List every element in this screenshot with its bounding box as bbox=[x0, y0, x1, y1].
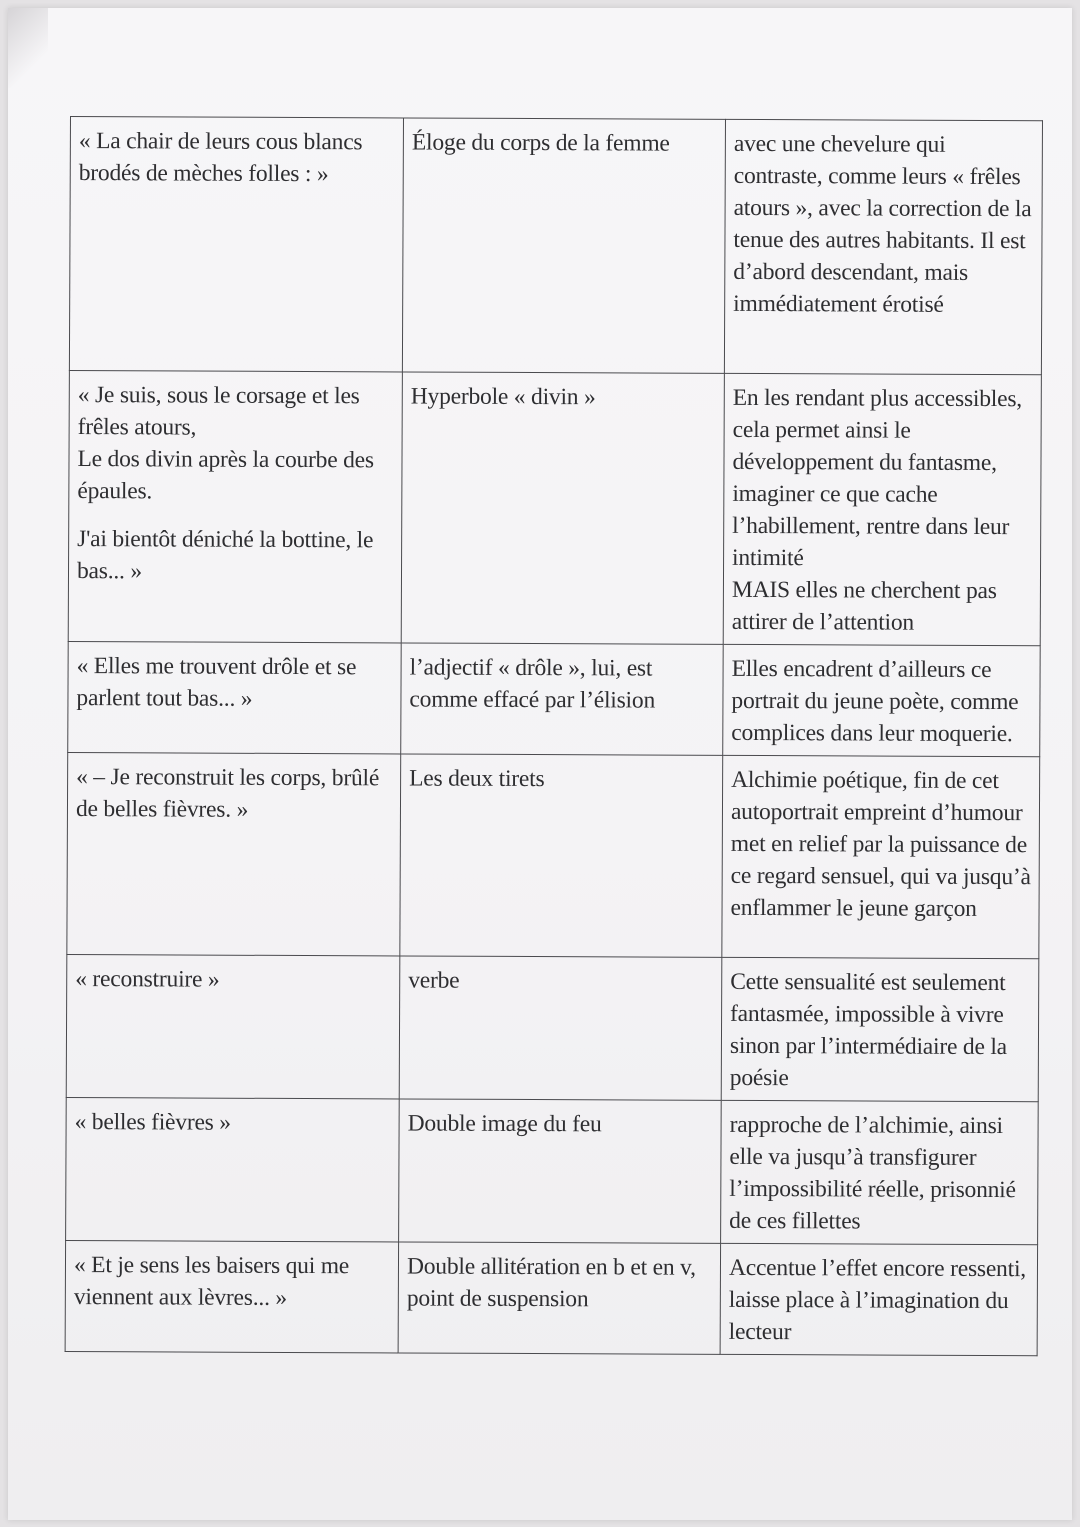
quote-cell bbox=[65, 1240, 398, 1352]
effect-text: avec une chevelure qui contraste, comme leurs « frêles atours », avec la correction de la tenue des autres habitants. Il est d’abord descendant, mais immédiatement érotisé bbox=[733, 130, 1032, 318]
device-cell bbox=[398, 1242, 720, 1354]
quote-text: « La chair de leurs cous blancs brodés de mèches folles : » bbox=[78, 128, 363, 188]
device-text: l’adjectif « drôle », lui, est comme effacé par l’élision bbox=[409, 654, 656, 714]
device-cell bbox=[399, 956, 722, 1100]
table-row bbox=[66, 1097, 1039, 1244]
device-cell bbox=[402, 118, 725, 373]
quote-text: « Elles me trouvent drôle et se parlent tout bas... » bbox=[76, 653, 357, 712]
table-row bbox=[68, 370, 1041, 645]
table-row bbox=[69, 117, 1042, 375]
table-row bbox=[66, 954, 1039, 1101]
device-text: Double image du feu bbox=[407, 1110, 602, 1138]
effect-cell bbox=[723, 373, 1041, 645]
quote-text: « belles fièvres » bbox=[74, 1109, 231, 1136]
table-row bbox=[68, 641, 1040, 756]
effect-text: Elles encadrent d’ailleurs ce portrait du jeune poète, comme complices dans leur moquerie. bbox=[731, 655, 1019, 748]
effect-cell bbox=[723, 644, 1040, 756]
effect-text: Alchimie poétique, fin de cet autoportrait empreint d’humour met en relief par la puissance de ce regard sensuel, qui va jusqu’à enflammer le jeune garçon bbox=[730, 766, 1031, 922]
table-row bbox=[65, 1240, 1037, 1355]
device-text: Hyperbole « divin » bbox=[410, 383, 596, 411]
device-text: verbe bbox=[408, 967, 460, 994]
quote-cell bbox=[69, 117, 403, 372]
effect-cell bbox=[724, 119, 1042, 374]
device-text: Éloge du corps de la femme bbox=[411, 129, 670, 157]
effect-text: Accentue l’effet encore ressenti, laisse place à l’imagination du lecteur bbox=[728, 1254, 1027, 1346]
device-cell bbox=[401, 372, 724, 644]
effect-text: rapproche de l’alchimie, ainsi elle va jusqu’à transfigurer l’impossibilité réelle, prisonnié de ces fillettes bbox=[729, 1111, 1016, 1235]
quote-text-continued: J'ai bientôt déniché la bottine, le bas... » bbox=[76, 526, 374, 585]
page-corner-shadow bbox=[8, 8, 48, 88]
device-cell bbox=[401, 643, 723, 755]
paragraph-gap bbox=[77, 507, 395, 524]
table-row bbox=[67, 752, 1040, 958]
device-text: Double allitération en b et en v, point de suspension bbox=[406, 1253, 696, 1313]
effect-cell bbox=[721, 1100, 1039, 1244]
effect-cell bbox=[722, 755, 1040, 958]
analysis-table bbox=[65, 116, 1043, 1356]
paper-sheet bbox=[8, 8, 1072, 1520]
quote-cell bbox=[66, 1097, 400, 1241]
effect-cell bbox=[721, 957, 1039, 1101]
effect-text: Cette sensualité est seulement fantasmée, impossible à vivre sinon par l’intermédiaire de la poésie bbox=[729, 968, 1008, 1092]
quote-cell bbox=[68, 641, 401, 753]
quote-text: « reconstruire » bbox=[75, 966, 220, 993]
quote-cell bbox=[68, 370, 402, 642]
effect-text: En les rendant plus accessibles, cela permet ainsi le développement du fantasme, imaginer ce que cache l’habillement, rentre dans leur intimité MAIS elles ne cherchent pas attirer de l’attention bbox=[731, 384, 1023, 636]
quote-text: « – Je reconstruit les corps, brûlé de belles fièvres. » bbox=[75, 764, 380, 823]
device-cell bbox=[400, 754, 723, 957]
quote-cell bbox=[66, 954, 400, 1098]
device-cell bbox=[399, 1099, 722, 1243]
device-text: Les deux tirets bbox=[409, 765, 545, 793]
effect-cell bbox=[720, 1243, 1037, 1355]
quote-text: « Je suis, sous le corsage et les frêles atours, Le dos divin après la courbe des épaules. bbox=[77, 382, 374, 505]
quote-cell bbox=[67, 752, 401, 955]
quote-text: « Et je sens les baisers qui me viennent aux lèvres... » bbox=[73, 1252, 350, 1311]
